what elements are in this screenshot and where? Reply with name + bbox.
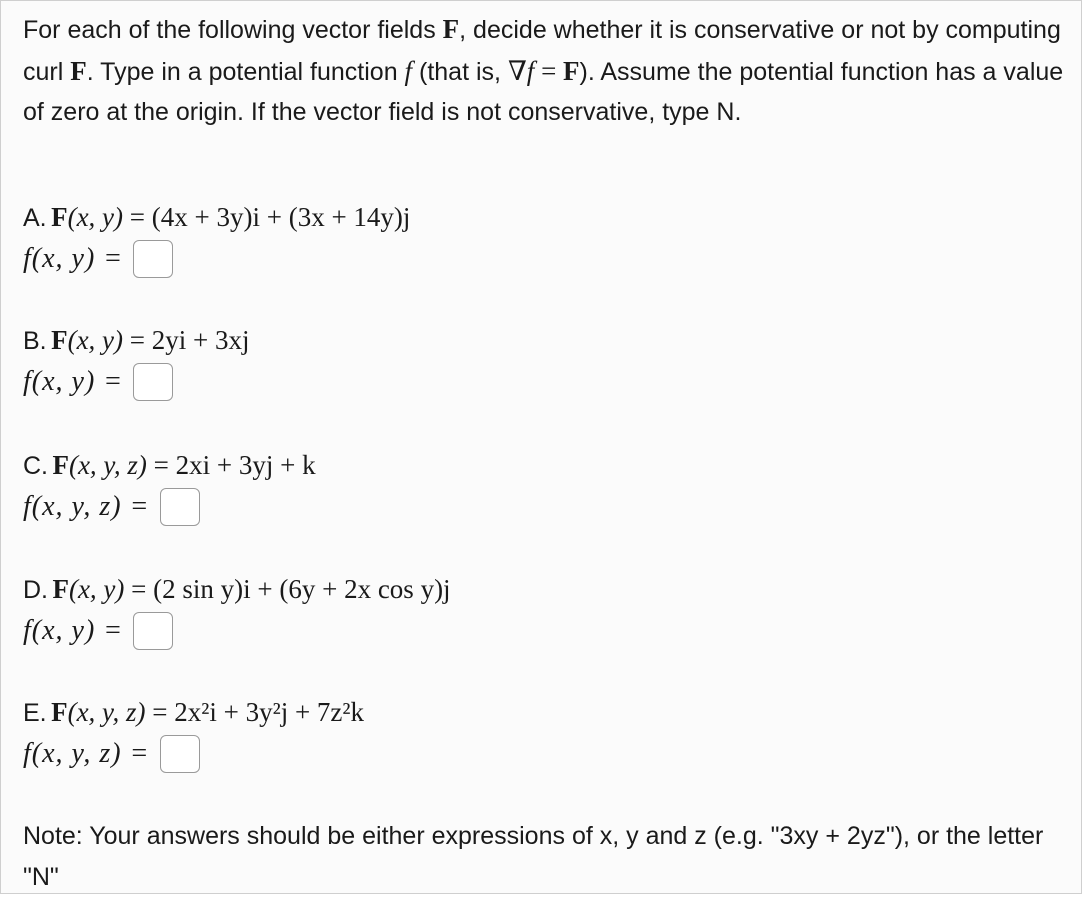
problem-letter: D. bbox=[23, 576, 48, 604]
instructions-text: , decide whether it is conservative or not by computing curl bbox=[23, 16, 1061, 86]
problem-d bbox=[23, 569, 1063, 653]
instructions-text: ). Assume the potential function has a value of zero at the origin. If the vector field is not conservative, type N. bbox=[23, 57, 1064, 126]
instructions-text: For each of the following vector fields bbox=[23, 16, 443, 44]
problem-letter: C. bbox=[23, 452, 48, 480]
vector-field-symbol: F bbox=[52, 574, 69, 604]
vector-field-symbol: F bbox=[51, 202, 68, 232]
instructions-text: (that is, bbox=[412, 57, 508, 86]
field-arguments: (x, y, z) bbox=[68, 450, 147, 480]
vector-field-equation bbox=[23, 692, 1063, 732]
problem-letter: A. bbox=[23, 204, 47, 232]
gradient-symbol: ∇ bbox=[507, 55, 527, 86]
instructions bbox=[23, 9, 1073, 133]
potential-answer-row bbox=[23, 360, 1063, 404]
potential-function-label: f(x, y, z) = bbox=[23, 491, 150, 522]
instructions-text: . Type in a potential function bbox=[86, 57, 405, 86]
answer-input-a[interactable] bbox=[133, 240, 173, 278]
problem-b bbox=[23, 320, 1063, 404]
potential-function-label: f(x, y, z) = bbox=[23, 738, 150, 769]
problem-a bbox=[23, 197, 1063, 281]
vector-field-symbol: F bbox=[70, 55, 87, 86]
vector-field-symbol: F bbox=[52, 450, 69, 480]
potential-answer-row bbox=[23, 732, 1063, 776]
field-expression: = 2xi + 3yj + k bbox=[146, 450, 316, 480]
field-expression: = 2x²i + 3y²j + 7z²k bbox=[145, 697, 364, 727]
potential-function-symbol: f bbox=[404, 55, 413, 86]
potential-answer-row bbox=[23, 609, 1063, 653]
vector-field-symbol: F bbox=[51, 697, 68, 727]
problem-letter: B. bbox=[23, 327, 47, 355]
problem-e bbox=[23, 692, 1063, 776]
potential-function-label: f(x, y) = bbox=[23, 615, 124, 646]
answer-input-e[interactable] bbox=[160, 735, 200, 773]
problem-letter: E. bbox=[23, 699, 47, 727]
field-arguments: (x, y) bbox=[67, 325, 124, 355]
potential-function-label: f(x, y) = bbox=[23, 243, 124, 274]
answer-input-d[interactable] bbox=[133, 612, 173, 650]
vector-field-symbol: F bbox=[442, 14, 460, 44]
potential-function-symbol: f bbox=[526, 55, 535, 86]
vector-field-equation bbox=[23, 197, 1063, 237]
answer-input-b[interactable] bbox=[133, 363, 173, 401]
potential-answer-row bbox=[23, 485, 1063, 529]
potential-answer-row bbox=[23, 237, 1063, 281]
problem-c bbox=[23, 445, 1063, 529]
vector-field-symbol: F bbox=[51, 325, 68, 355]
field-expression: = (4x + 3y)i + (3x + 14y)j bbox=[123, 202, 411, 232]
vector-field-equation bbox=[23, 320, 1063, 360]
potential-function-label: f(x, y) = bbox=[23, 366, 124, 397]
vector-field-equation bbox=[23, 569, 1063, 609]
field-expression: = (2 sin y)i + (6y + 2x cos y)j bbox=[124, 574, 451, 604]
answer-input-c[interactable] bbox=[160, 488, 200, 526]
field-expression: = 2yi + 3xj bbox=[123, 325, 250, 355]
note-text: Note: Your answers should be either expressions of x, y and z (e.g. "3xy + 2yz"), or the letter "N" bbox=[23, 822, 1044, 891]
equals-sign: = bbox=[534, 55, 564, 86]
field-arguments: (x, y) bbox=[67, 202, 124, 232]
vector-field-equation bbox=[23, 445, 1063, 485]
field-arguments: (x, y) bbox=[68, 574, 125, 604]
field-arguments: (x, y, z) bbox=[67, 697, 146, 727]
vector-field-symbol: F bbox=[563, 55, 580, 86]
